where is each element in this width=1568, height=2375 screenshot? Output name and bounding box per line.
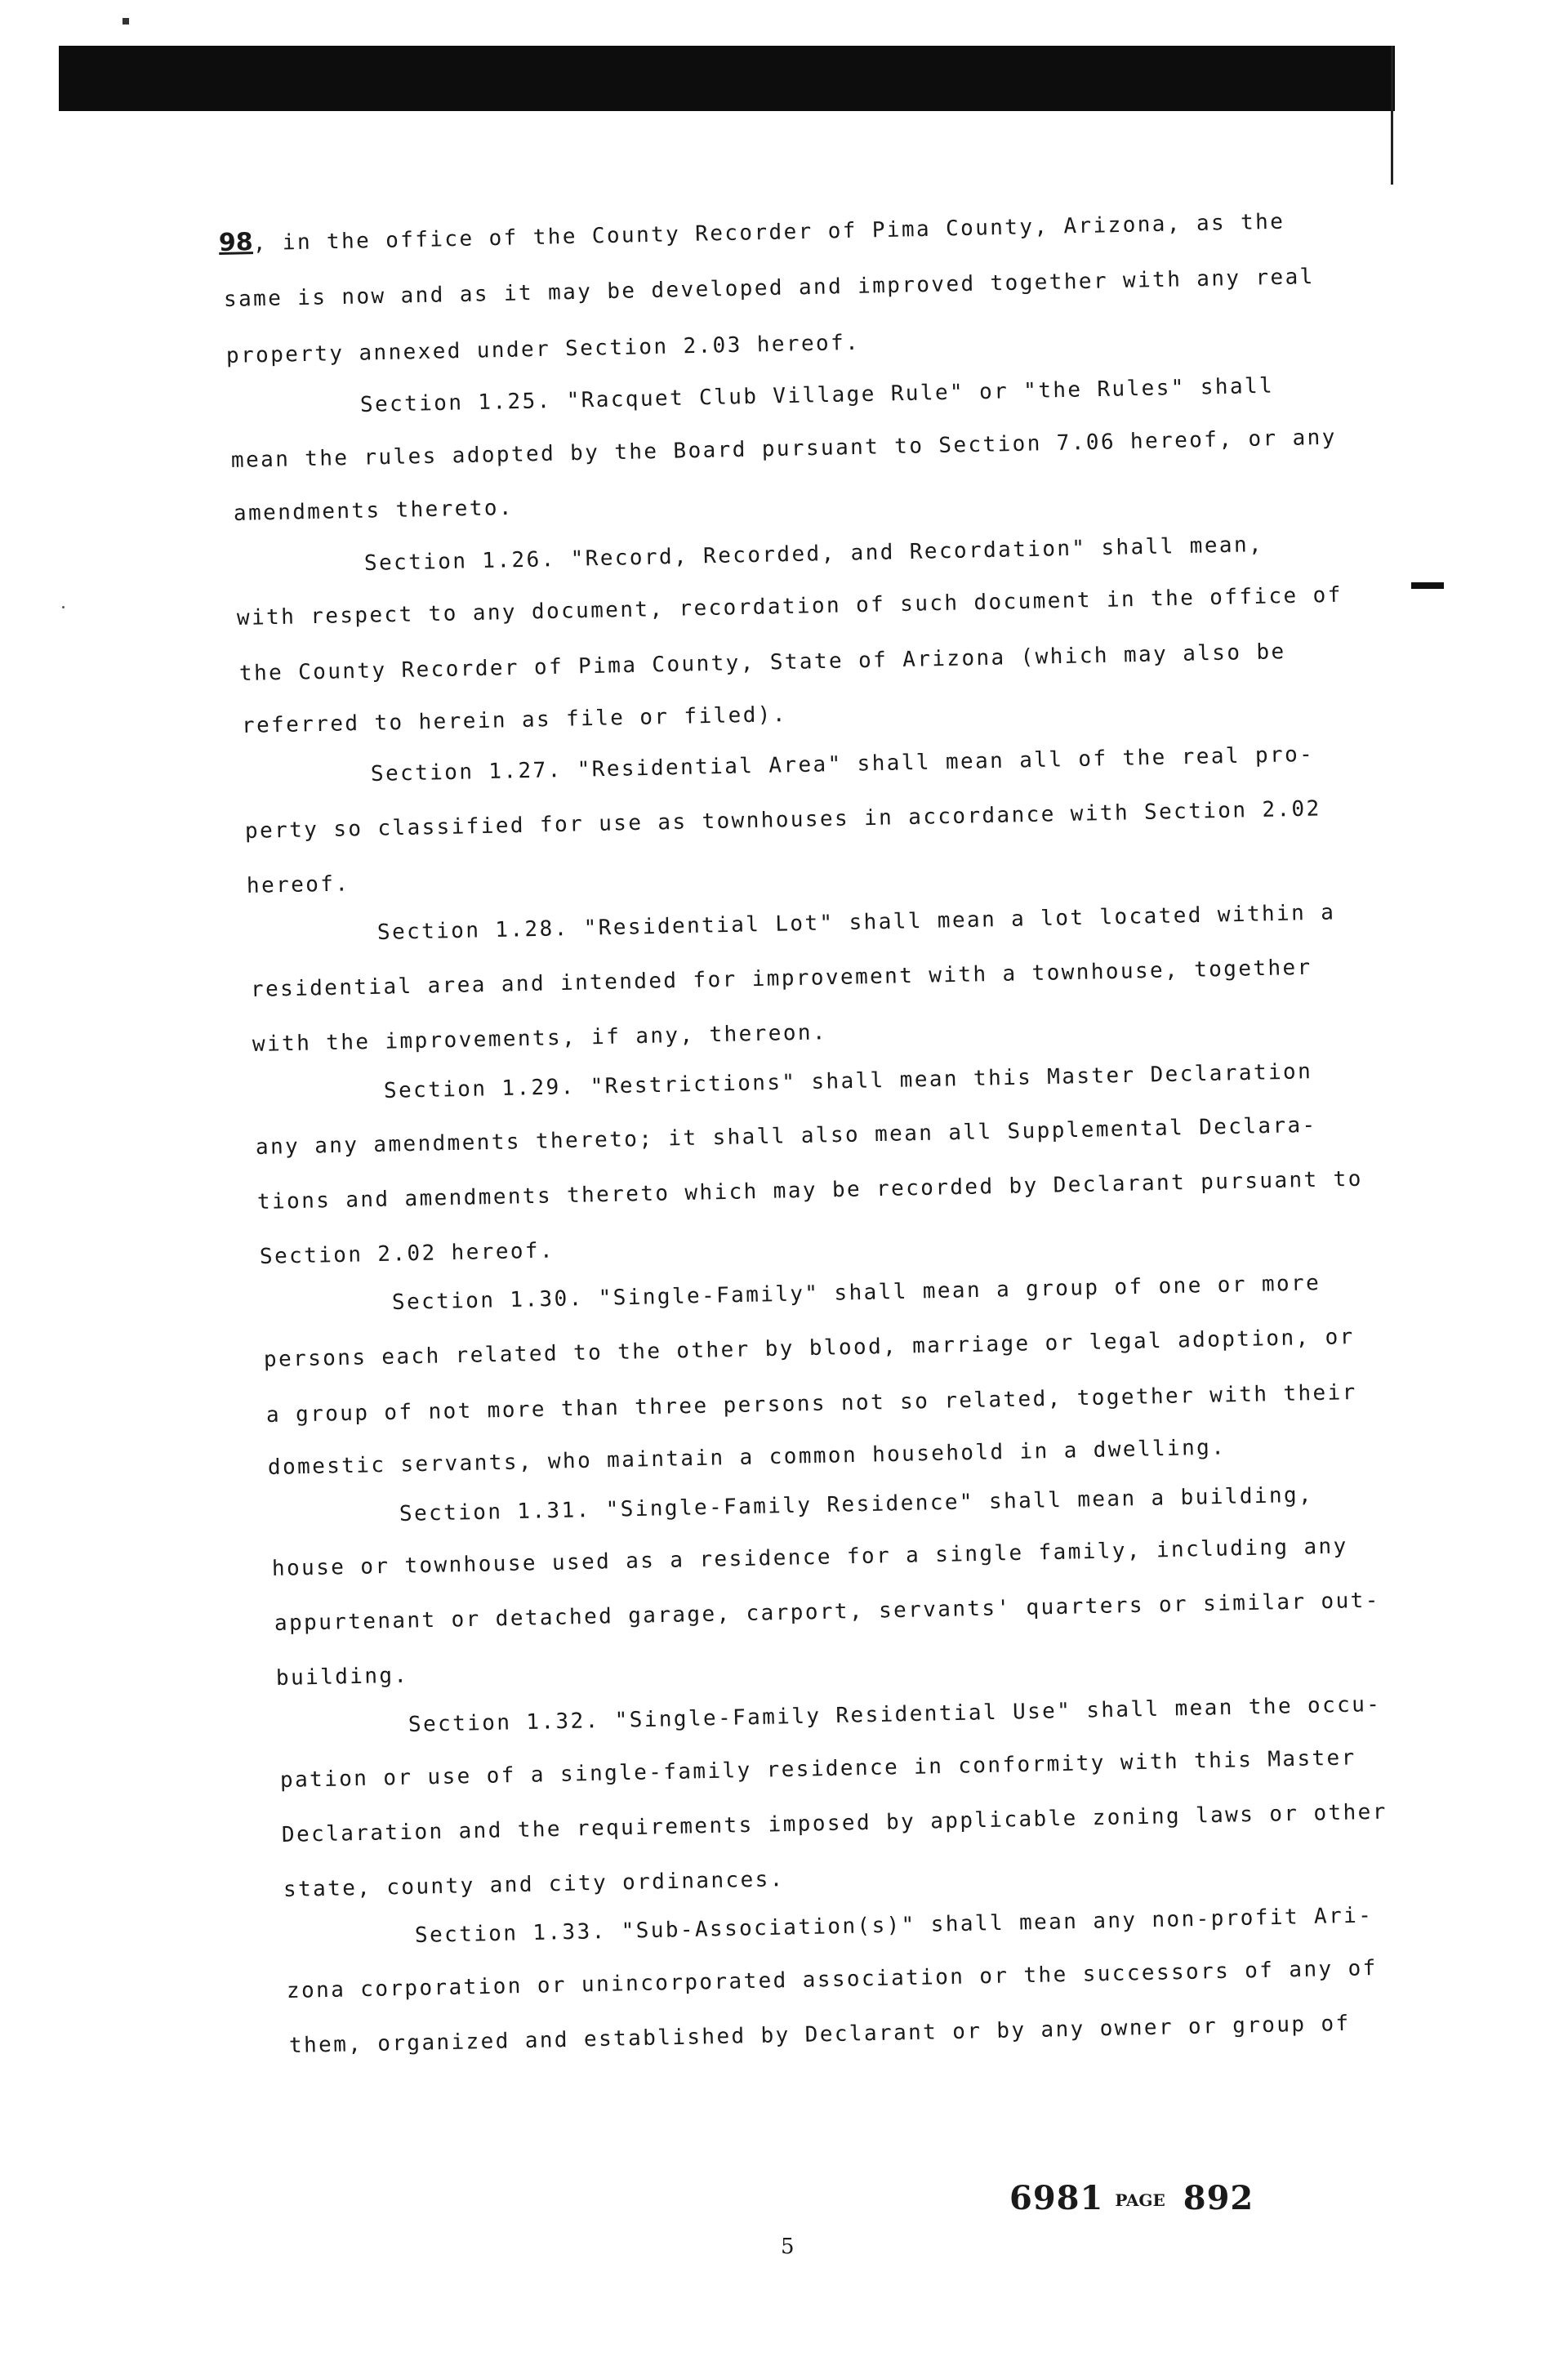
- text-line: a group of not more than three persons not so related, together with their: [265, 1380, 1357, 1428]
- section-heading-line: Section 1.33. "Sub-Association(s)" shall mean any non-profit Ari-: [414, 1903, 1374, 1948]
- text-line: Section 2.02 hereof.: [259, 1238, 555, 1269]
- text-line: the County Recorder of Pima County, State of Arizona (which may also be: [238, 639, 1286, 686]
- text-line: hereof.: [246, 871, 350, 898]
- text-line: referred to herein as file or filed).: [241, 702, 788, 738]
- text-line: tions and amendments thereto which may be recorded by Declarant pursuant to: [256, 1166, 1364, 1214]
- section-heading-line: Section 1.31. "Single-Family Residence" shall mean a building,: [399, 1482, 1314, 1526]
- text-line: same is now and as it may be developed and improved together with any real: [223, 265, 1315, 312]
- page-label: PAGE: [1115, 2190, 1165, 2210]
- section-heading-line: Section 1.26. "Record, Recorded, and Recordation" shall mean,: [363, 532, 1264, 576]
- section-heading-line: Section 1.27. "Residential Area" shall mean all of the real pro-: [370, 742, 1315, 786]
- text-line: with respect to any document, recordation of such document in the office of: [236, 582, 1343, 631]
- text-line: 98, in the office of the County Recorder of Pima County, Arizona, as the: [218, 209, 1285, 257]
- text-line: state, county and city ordinances.: [283, 1867, 786, 1902]
- text-line: domestic servants, who maintain a common household in a dwelling.: [267, 1435, 1227, 1480]
- text-line: residential area and intended for improvement with a townhouse, together: [250, 955, 1312, 1002]
- text-line: appurtenant or detached garage, carport, servants' quarters or similar out-: [274, 1588, 1381, 1636]
- text-line: amendments thereto.: [233, 495, 514, 526]
- section-heading-line: Section 1.30. "Single-Family" shall mean a group of one or more: [391, 1271, 1321, 1315]
- text-line: with the improvements, if any, thereon.: [252, 1020, 828, 1057]
- text-line: property annexed under Section 2.03 hereof.: [225, 330, 861, 368]
- text-line: Declaration and the requirements imposed by applicable zoning laws or other: [281, 1799, 1388, 1847]
- text-line: pation or use of a single-family residence in conformity with this Master: [279, 1745, 1356, 1793]
- section-heading-line: Section 1.25. "Racquet Club Village Rule" or "the Rules" shall: [359, 373, 1275, 417]
- section-heading-line: Section 1.32. "Single-Family Residential Use" shall mean the occu-: [408, 1692, 1382, 1737]
- book-number: 6981: [1009, 2179, 1104, 2217]
- text-line: building.: [275, 1663, 409, 1691]
- section-heading-line: Section 1.29. "Restrictions" shall mean this Master Declaration: [383, 1059, 1313, 1103]
- recorder-book-page-stamp: [1009, 2179, 1254, 2217]
- page-number: 5: [781, 2235, 795, 2259]
- text-line: any any amendments thereto; it shall also mean all Supplemental Declara-: [255, 1112, 1317, 1160]
- book-page-number: 892: [1183, 2179, 1254, 2217]
- text-line: perty so classified for use as townhouses in accordance with Section 2.02: [244, 796, 1321, 844]
- text-line: house or townhouse used as a residence for a single family, including any: [271, 1534, 1348, 1581]
- text-line: them, organized and established by Declarant or by any owner or group of: [288, 2011, 1351, 2058]
- reference-number: 98: [218, 228, 254, 257]
- text-line: zona corporation or unincorporated association or the successors of any of: [286, 1956, 1378, 2003]
- text-line: persons each related to the other by blood, marriage or legal adoption, or: [263, 1325, 1355, 1372]
- text-line: mean the rules adopted by the Board pursuant to Section 7.06 hereof, or any: [230, 425, 1338, 473]
- section-heading-line: Section 1.28. "Residential Lot" shall mean a lot located within a: [376, 900, 1336, 945]
